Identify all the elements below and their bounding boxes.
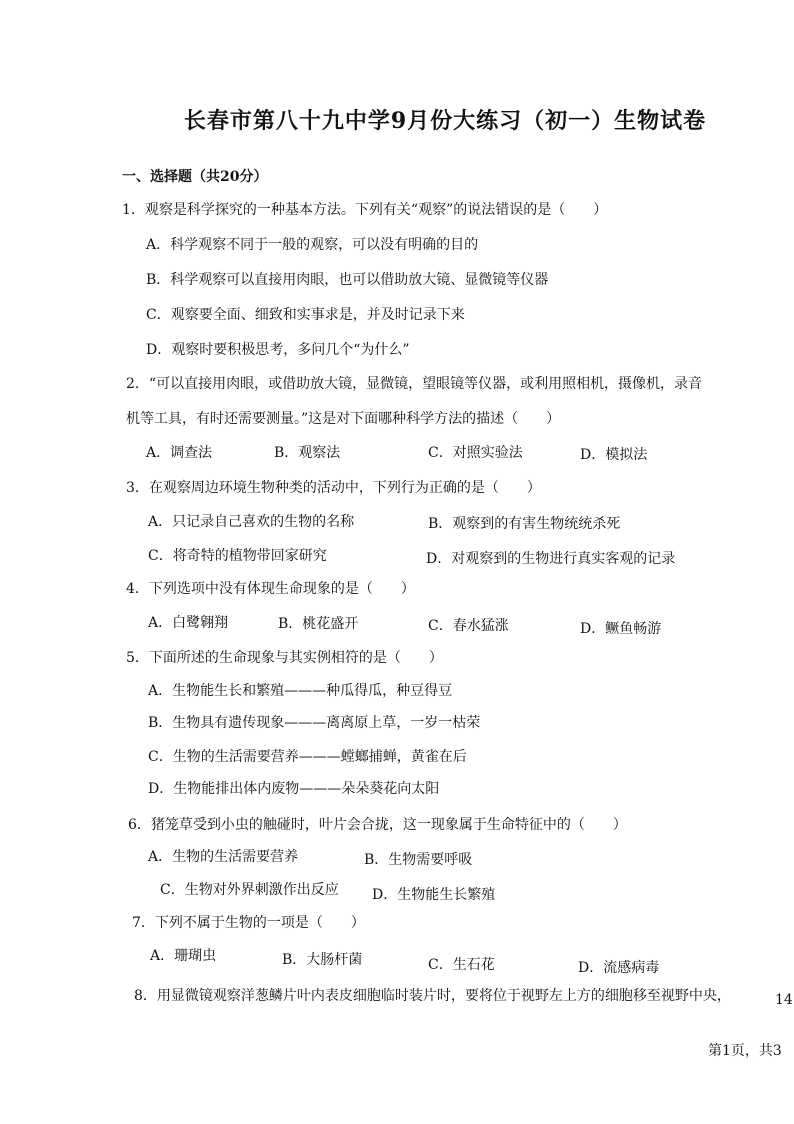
question-4-option-a: A．白鹭翱翔 [148,615,229,631]
question-4-option-d: D．鳜鱼畅游 [580,621,662,637]
question-6-option-a: A．生物的生活需要营养 [148,849,299,865]
question-3-option-d: D．对观察到的生物进行真实客观的记录 [426,551,676,567]
question-3-option-c: C．将奇特的植物带回家研究 [148,548,327,564]
question-4-option-c: C．春水猛涨 [428,618,509,634]
question-6-option-d: D．生物能生长繁殖 [372,887,496,903]
question-2-stem-line-1: 2．“可以直接用肉眼，或借助放大镜，显微镜，望眼镜等仪器，或利用照相机，摄像机，录音 [126,376,703,392]
question-5-option-a: A．生物能生长和繁殖———种瓜得瓜，种豆得豆 [148,683,453,699]
question-2-option-a: A．调查法 [146,445,213,461]
question-6-option-c: C．生物对外界刺激作出反应 [160,882,339,898]
question-1-option-d: D．观察时要积极思考，多问几个“为什么” [146,342,410,358]
question-6-option-b: B．生物需要呼吸 [364,852,473,868]
question-4-stem: 4．下列选项中没有体现生命现象的是（ ） [126,581,415,597]
question-3-option-b: B．观察到的有害生物统统杀死 [428,516,621,532]
question-6-stem: 6．猪笼草受到小虫的触碰时，叶片会合拢，这一现象属于生命特征中的（ ） [128,817,627,833]
question-1-option-a: A．科学观察不同于一般的观察，可以没有明确的目的 [146,237,479,253]
question-5-option-b: B．生物具有遗传现象———离离原上草，一岁一枯荣 [148,715,481,731]
question-7-option-c: C．生石花 [428,957,495,973]
question-3-stem: 3．在观察周边环境生物种类的活动中，下列行为正确的是（ ） [126,480,541,496]
question-8-stem: 8．用显微镜观察洋葱鳞片叶内表皮细胞临时装片时，要将位于视野左上方的细胞移至视野中央， [134,988,731,1004]
question-7-option-d: D．流感病毒 [578,960,660,976]
question-2-stem-line-2: 机等工具，有时还需要测量。”这是对下面哪种科学方法的描述（ ） [126,411,561,427]
question-1-stem: 1．观察是科学探究的一种基本方法。下列有关“观察”的说法错误的是（ ） [122,202,608,218]
question-5-option-c: C．生物的生活需要营养———螳螂捕蝉，黄雀在后 [148,749,467,765]
page-footer: 第1页，共3 [708,1043,782,1059]
question-7-option-a: A．珊瑚虫 [150,948,217,964]
section-heading: 一、选择题（共20分） [122,169,268,185]
margin-number: 14 [775,992,793,1008]
question-4-option-b: B．桃花盛开 [278,616,359,632]
question-1-option-b: B．科学观察可以直接用肉眼，也可以借助放大镜、显微镜等仪器 [146,272,549,288]
question-2-option-b: B．观察法 [274,445,341,461]
question-3-option-a: A．只记录自己喜欢的生物的名称 [148,514,355,530]
question-1-option-c: C．观察要全面、细致和实事求是，并及时记录下来 [146,307,465,323]
question-5-option-d: D．生物能排出体内废物———朵朵葵花向太阳 [148,781,440,797]
page-title: 长春市第八十九中学9月份大练习（初一）生物试卷 [183,108,707,134]
question-2-option-d: D．模拟法 [580,447,648,463]
question-7-option-b: B．大肠杆菌 [282,952,363,968]
question-5-stem: 5．下面所述的生命现象与其实例相符的是（ ） [126,650,443,666]
question-7-stem: 7．下列不属于生物的一项是（ ） [132,915,365,931]
question-2-option-c: C．对照实验法 [428,445,523,461]
